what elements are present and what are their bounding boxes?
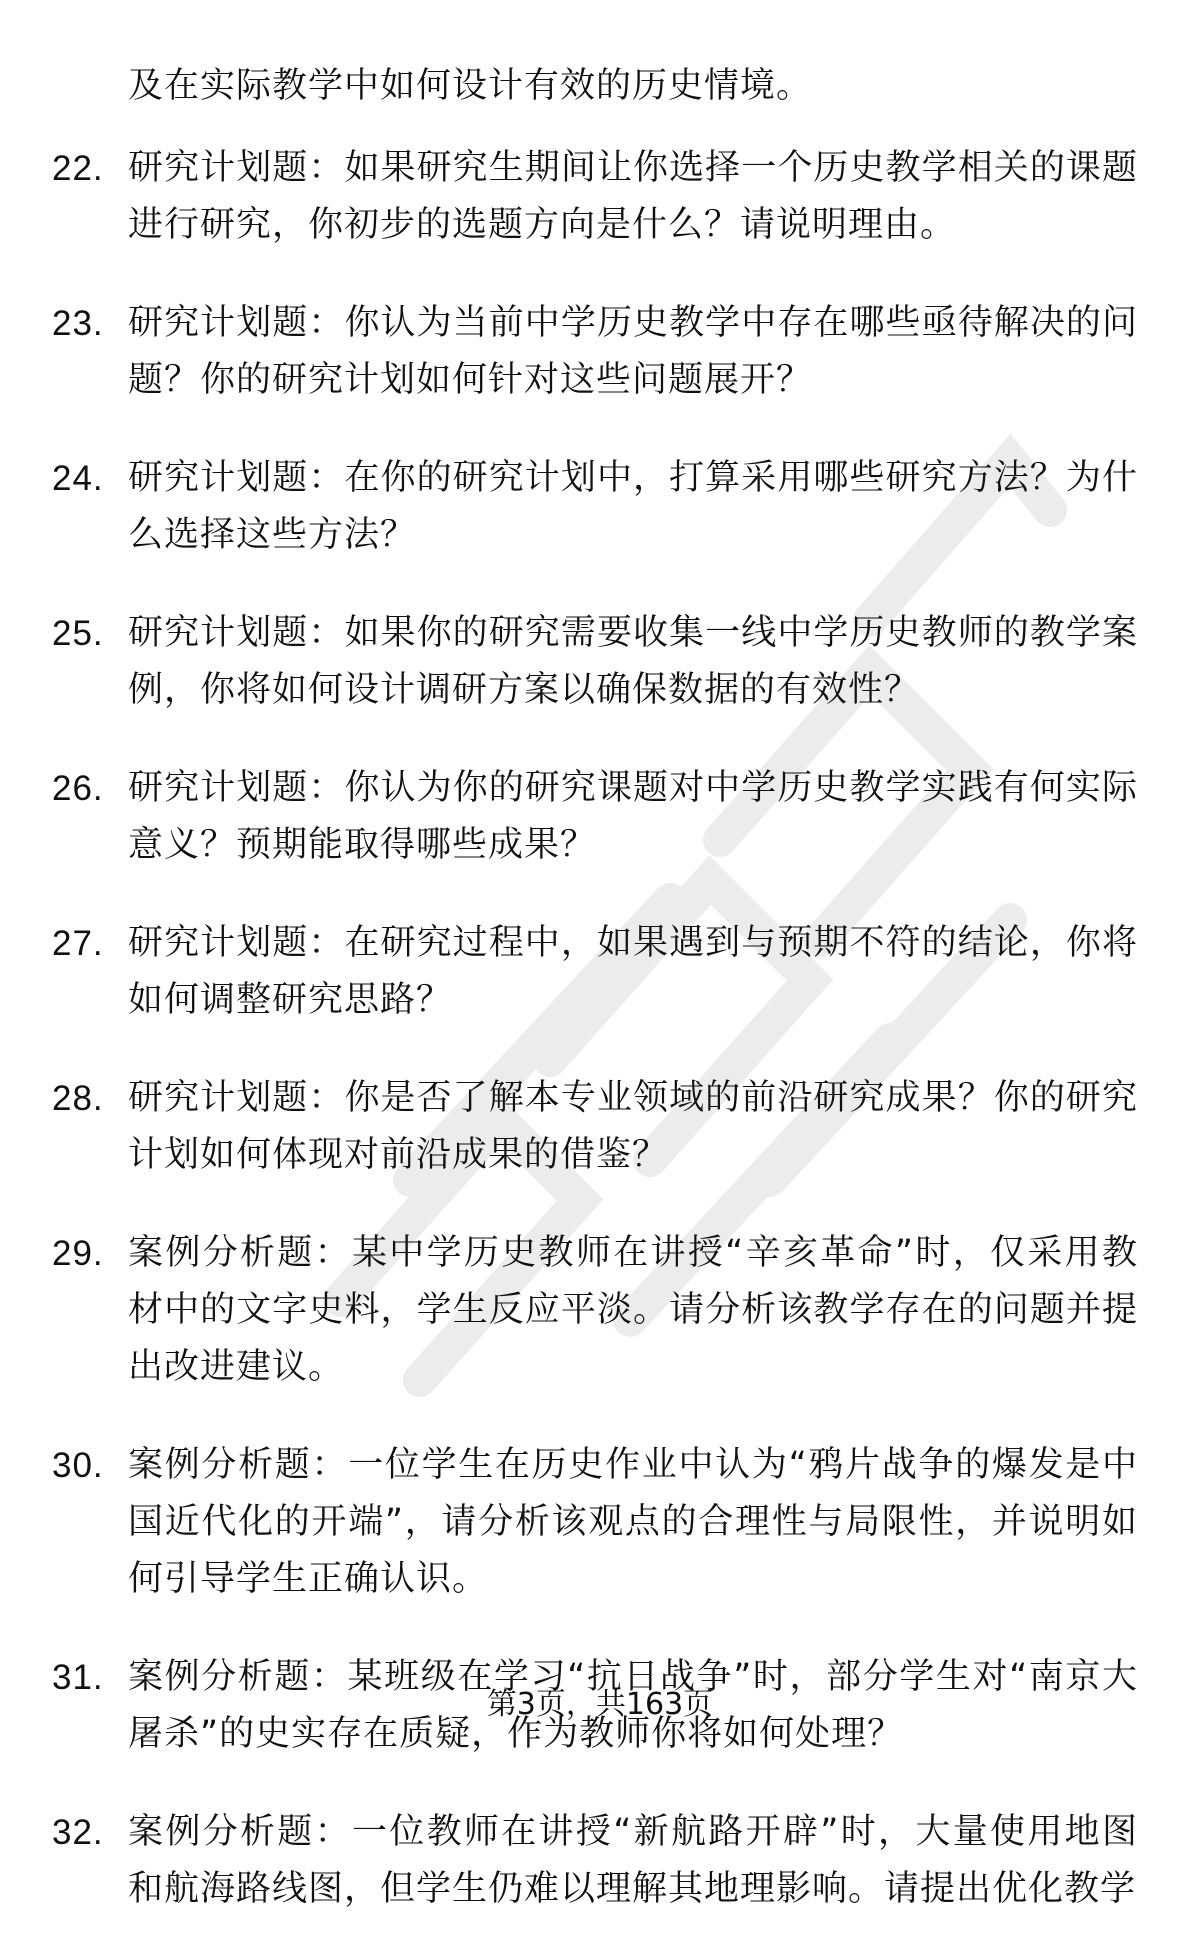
question-item — [0, 140, 1138, 254]
question-item — [0, 295, 1138, 409]
question-number: 25. — [52, 614, 104, 653]
question-item — [0, 1070, 1138, 1184]
question-text: 研究计划题：你认为当前中学历史教学中存在哪些亟待解决的问题？你的研究计划如何针对这些问题展开？ — [128, 303, 1138, 400]
question-text: 研究计划题：在研究过程中，如果遇到与预期不符的结论，你将如何调整研究思路？ — [128, 923, 1138, 1020]
question-number: 29. — [52, 1234, 104, 1273]
question-item — [0, 760, 1138, 874]
question-item — [0, 915, 1138, 1029]
question-text: 案例分析题：一位学生在历史作业中认为“鸦片战争的爆发是中国近代化的开端”，请分析该观点的合理性与局限性，并说明如何引导学生正确认识。 — [128, 1445, 1138, 1599]
question-text: 研究计划题：在你的研究计划中，打算采用哪些研究方法？为什么选择这些方法？ — [128, 458, 1138, 555]
question-text: 案例分析题：一位教师在讲授“新航路开辟”时，大量使用地图和航海路线图，但学生仍难以理解其地理影响。请提出优化教学 — [128, 1812, 1138, 1909]
question-text: 研究计划题：你认为你的研究课题对中学历史教学实践有何实际意义？预期能取得哪些成果？ — [128, 768, 1138, 865]
question-item — [0, 605, 1138, 719]
question-text: 研究计划题：如果你的研究需要收集一线中学历史教师的教学案例，你将如何设计调研方案以确保数据的有效性？ — [128, 613, 1138, 710]
question-number: 30. — [52, 1446, 104, 1485]
page-footer — [0, 1685, 1200, 1725]
question-number: 23. — [52, 304, 104, 343]
question-item — [0, 450, 1138, 564]
question-item — [0, 1437, 1138, 1608]
continuation-text: 及在实际教学中如何设计有效的历史情境。 — [128, 66, 813, 106]
question-text: 研究计划题：如果研究生期间让你选择一个历史教学相关的课题进行研究，你初步的选题方向是什么？请说明理由。 — [128, 148, 1138, 245]
question-number: 26. — [52, 769, 104, 808]
question-number: 28. — [52, 1079, 104, 1118]
question-number: 27. — [52, 924, 104, 963]
question-text: 案例分析题：某中学历史教师在讲授“辛亥革命”时，仅采用教材中的文字史料，学生反应平淡。请分析该教学存在的问题并提出改进建议。 — [128, 1233, 1138, 1387]
question-item — [0, 1225, 1138, 1396]
question-text: 案例分析题：某班级在学习“抗日战争”时，部分学生对“南京大屠杀”的史实存在质疑，作为教师你将如何处理？ — [128, 1657, 1138, 1754]
question-item — [0, 1804, 1138, 1918]
question-text: 研究计划题：你是否了解本专业领域的前沿研究成果？你的研究计划如何体现对前沿成果的借鉴？ — [128, 1078, 1138, 1175]
question-number: 32. — [52, 1813, 104, 1852]
question-number: 24. — [52, 459, 104, 498]
question-number: 22. — [52, 149, 104, 188]
question-number: 31. — [52, 1658, 104, 1697]
page-number-label: 第3页，共163页 — [486, 1687, 714, 1722]
